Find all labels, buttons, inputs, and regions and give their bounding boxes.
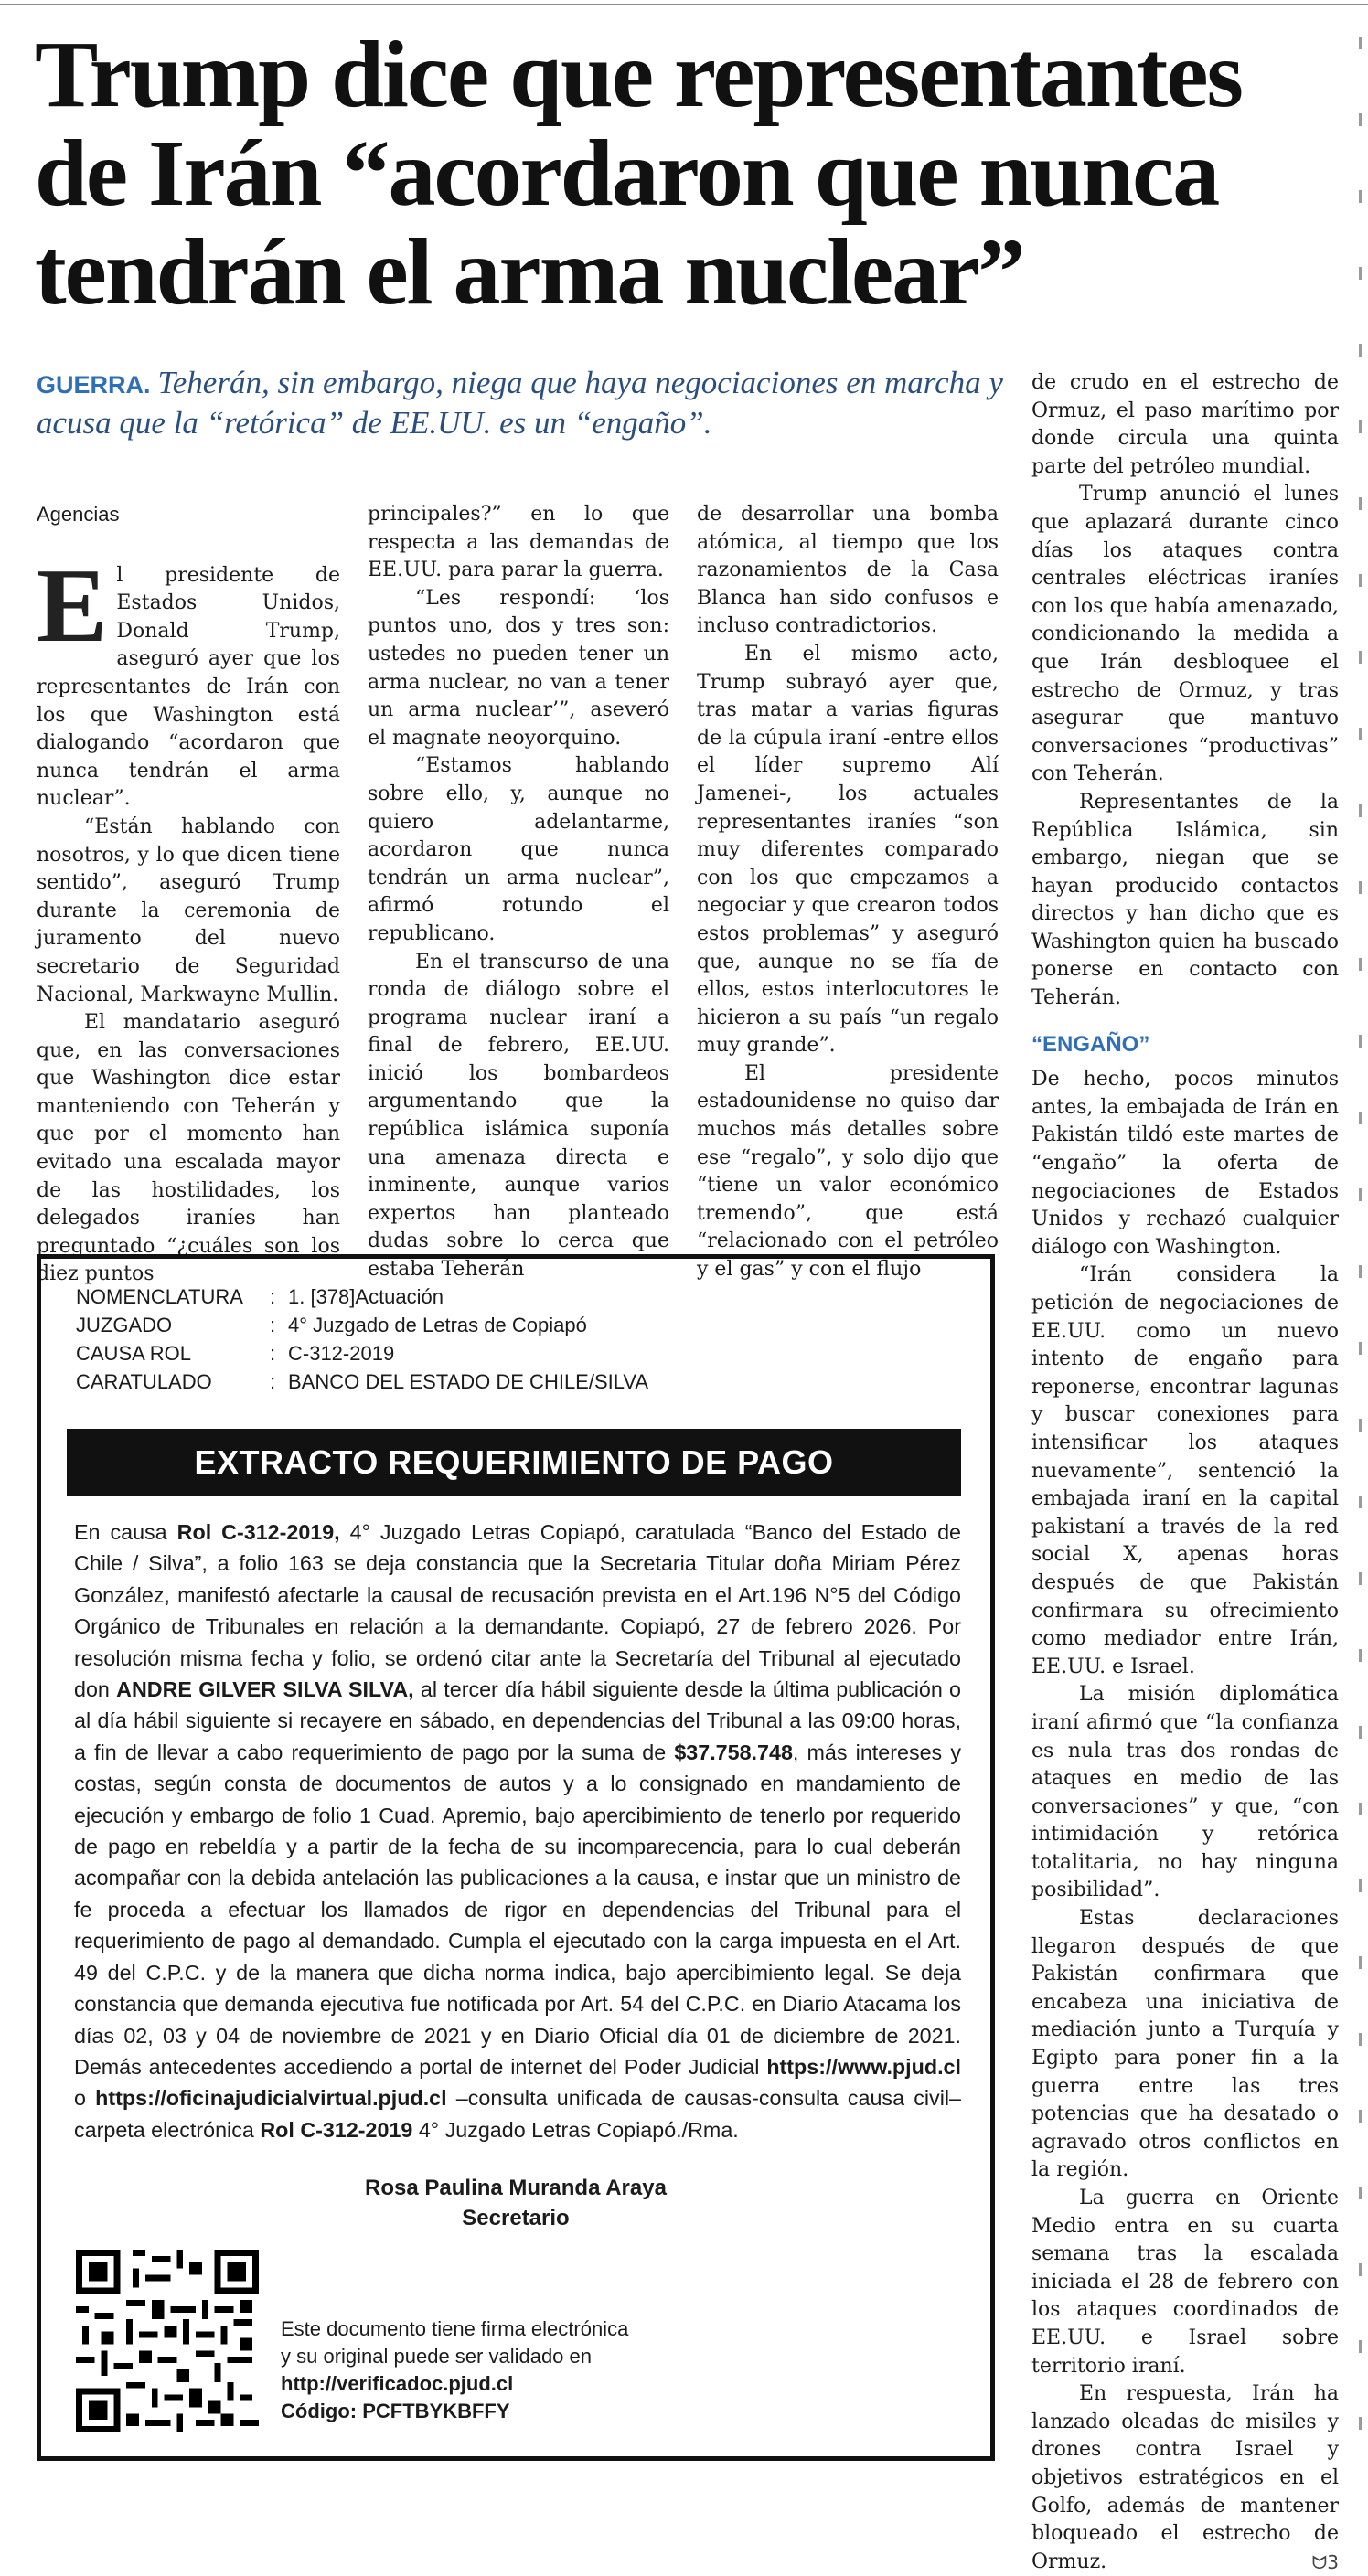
- headline: Trump dice que representantes de Irán “acordaron que nunca tendrán el arma nuclear”: [35, 22, 1242, 325]
- deck-kicker: GUERRA.: [37, 371, 151, 399]
- paragraph: “Estamos hablando sobre ello, y, aunque no quiero adelantarme, acordaron que nunca tendrán un arma nuclear”, afirmó rotundo el republicano.: [368, 754, 669, 945]
- paragraph: “Les respondí: ‘los puntos uno, dos y tres son: ustedes no pueden tener un arma nuclear, no van a tener un arma nuclear’”, aseveró el magnate neoyorquino.: [368, 586, 669, 750]
- qr-code-icon: [76, 2241, 259, 2442]
- signer-name: Rosa Paulina Muranda Araya: [365, 2176, 667, 2200]
- validation-code: Código: PCFTBYKBFFY: [281, 2400, 510, 2422]
- paragraph: El presidente estadounidense no quiso dar muchos más detalles sobre ese “regalo”, y solo dijo que “tiene un valor económico tremendo”, que está “relacionado con el petróleo y el gas” y con el flujo: [697, 1061, 999, 1282]
- subhead: “ENGAÑO”: [1031, 1031, 1150, 1057]
- article-column-1: [37, 501, 340, 1289]
- paragraph: de desarrollar una bomba atómica, al tiempo que los razonamientos de la Casa Blanca han sido confusos e incluso contradictorios.: [697, 503, 999, 638]
- notice-banner: EXTRACTO REQUERIMIENTO DE PAGO: [67, 1429, 961, 1496]
- paragraph: La guerra en Oriente Medio entra en su cuarta semana tras la escalada iniciada el 28 de febrero con los ataques coordinados de EE.UU. e Israel sobre territorio iraní.: [1031, 2187, 1339, 2378]
- top-rule: [0, 4, 1368, 5]
- notice-body: En causa Rol C-312-2019, 4° Juzgado Letras Copiapó, caratulada “Banco del Estado de Chile / Silva”, a folio 163 se deja constancia que la Secretaria Titular doña Miriam Pérez González, manifestó afectarle la causal de recusación prevista en el Art.196 N°5 del Código Orgánico de Tribunales en relación a la demandante. Copiapó, 27 de febrero 2026. Por resolución misma fecha y folio, se ordenó citar ante la Secretaría del Tribunal al ejecutado don ANDRE GILVER SILVA SILVA, al tercer día hábil siguiente desde la última publicación o al día hábil siguiente si recayere en sábado, en dependencias del Tribunal a las 09:00 horas, a fin de llevar a cabo requerimiento de pago por la suma de $37.758.748, más intereses y costas, según consta de documentos de autos y a lo consignado en mandamiento de ejecución y embargo de folio 1 Cuad. Apremio, bajo apercibimiento de tenerlo por requerido de pago en rebeldía y a partir de la fecha de su incomparecencia, para lo cual deberán acompañar con la debida antelación las publicaciones a la causa, e instar que un ministro de fe proceda a efectuar los llamados de rigor en dependencias del Tribunal para el requerimiento de pago al demandado. Cumpla el ejecutado con la carga impuesta en el Art. 49 del C.P.C. y de la manera que dicha norma indica, bajo apercibimiento legal. Se deja constancia que demanda ejecutiva fue notificada por Art. 54 del C.P.C. en Diario Atacama los días 02, 03 y 04 de noviembre de 2021 y en Diario Oficial día 01 de diciembre de 2021. Demás antecedentes accediendo a portal de internet del Poder Judicial https://www.pjud.cl o https://oficinajudicialvirtual.pjud.cl –consulta unificada de causas-consulta causa civil–carpeta electrónica Rol C-312-2019 4° Juzgado Letras Copiapó./Rma.: [74, 1520, 962, 2142]
- paragraph: La misión diplomática iraní afirmó que “la confianza es nula tras dos rondas de ataques en medio de las conversaciones” y que, “con intimidación y retórica totalitaria, no hay ninguna posibilidad”.: [1031, 1683, 1339, 1902]
- paragraph: de crudo en el estrecho de Ormuz, el paso marítimo por donde circula una quinta parte del petróleo mundial.: [1031, 371, 1339, 478]
- article-column-3: [697, 501, 999, 1284]
- meta-row: CARATULADO : BANCO DEL ESTADO DE CHILE/SILVA: [76, 1370, 649, 1393]
- paragraph: En el transcurso de una ronda de diálogo sobre el programa nuclear iraní a final de febrero, EE.UU. inició los bombardeos argumentando que la república islámica suponía una amenaza directa e inminente, aunque varios expertos han planteado dudas sobre lo cerca que estaba Teherán: [368, 950, 669, 1282]
- lead-paragraph: El presidente de Estados Unidos, Donald Trump, aseguró ayer que los representantes de Irán con los que Washington está dialogando “acordaron que nunca tendrán el arma nuclear”.: [37, 547, 340, 811]
- paragraph: Estas declaraciones llegaron después de que Pakistán confirmara que encabeza una iniciativa de mediación junto a Turquía y Egipto para poner fin a la guerra entre las tres potencias que ha desatado o agravado otros conflictos en la región.: [1031, 1907, 1339, 2182]
- paragraph: “Irán considera la petición de negociaciones de EE.UU. como un nuevo intento de engaño para reponerse, encontrar lagunas y buscar conexiones para intensificar los ataques nuevamente”, sentenció la embajada iraní en la capital pakistaní a través de la red social X, apenas horas después de que Pakistán confirmara su ofrecimiento como mediador entre Irán, EE.UU. e Israel.: [1031, 1263, 1339, 1678]
- legal-notice: [37, 1254, 995, 2461]
- adjacent-page-edge: [1350, 37, 1368, 2450]
- meta-row: NOMENCLATURA : 1. [378]Actuación: [76, 1285, 444, 1308]
- paragraph: Trump anunció el lunes que aplazará durante cinco días los ataques contra centrales eléctricas iraníes con los que había amenazado, condicionando la medida a que Irán desbloquee el estrecho de Ormuz, y tras asegurar que mantuvo conversaciones “productivas” con Teherán.: [1031, 483, 1339, 786]
- meta-row: JUZGADO : 4° Juzgado de Letras de Copiapó: [76, 1314, 587, 1336]
- validation-url[interactable]: http://verificadoc.pjud.cl: [281, 2372, 514, 2395]
- notice-meta: [76, 1283, 954, 1396]
- paragraph: Representantes de la República Islámica, sin embargo, niegan que se hayan producido contactos directos y han dicho que es Washington quien ha buscado ponerse en contacto con Teherán.: [1031, 790, 1339, 1010]
- validation-info: Este documento tiene firma electrónica y su original puede ser validado en http://verificadoc.pjud.cl Código: PCFTBYKBFFY: [281, 2315, 665, 2425]
- drop-cap: E: [37, 547, 108, 665]
- deck-text: Teherán, sin embargo, niega que haya negociaciones en marcha y acusa que la “retórica” de EE.UU. es un “engaño”.: [37, 365, 1003, 441]
- paragraph: En respuesta, Irán ha lanzado oleadas de misiles y drones contra Israel y objetivos estratégicos en el Golfo, además de mantener bloqueado el estrecho de Ormuz. ᗢ3: [1031, 2380, 1339, 2576]
- byline: Agencias: [37, 503, 120, 526]
- paragraph: En el mismo acto, Trump subrayó ayer que, tras matar a varias figuras de la cúpula iraní -entre ellos el líder supremo Alí Jamenei-, los actuales representantes iraníes “son muy diferentes comparado con los que empezamos a negociar y que crearon todos estos problemas” y aseguró que, aunque no se fía de ellos, estos interlocutores le hicieron a su país “un regalo muy grande”.: [697, 642, 999, 1058]
- signature-block: [41, 2173, 990, 2233]
- paragraph: principales?” en lo que respecta a las demandas de EE.UU. para parar la guerra.: [368, 503, 669, 582]
- article-column-4: [1031, 369, 1339, 2576]
- meta-row: CAUSA ROL : C-312-2019: [76, 1342, 395, 1365]
- signer-role: Secretario: [462, 2206, 570, 2230]
- end-mark-icon: ᗢ3: [1311, 2550, 1339, 2573]
- paragraph: De hecho, pocos minutos antes, la embajada de Irán en Pakistán tildó este martes de “engaño” la oferta de negociaciones de Estados Unidos y rechazó cualquier diálogo con Washington.: [1031, 1068, 1339, 1259]
- article-column-2: [368, 501, 669, 1284]
- paragraph: “Están hablando con nosotros, y lo que dicen tiene sentido”, aseguró Trump durante la ceremonia de juramento del nuevo secretario de Seguridad Nacional, Markwayne Mullin.: [37, 814, 340, 1006]
- deck: [37, 364, 1015, 442]
- paragraph: El mandatario aseguró que, en las conversaciones que Washington dice estar manteniendo con Teherán y que por el momento han evitado una escalada mayor de las hostilidades, los delegados iraníes han preguntado “¿cuáles son los diez puntos: [37, 1011, 340, 1286]
